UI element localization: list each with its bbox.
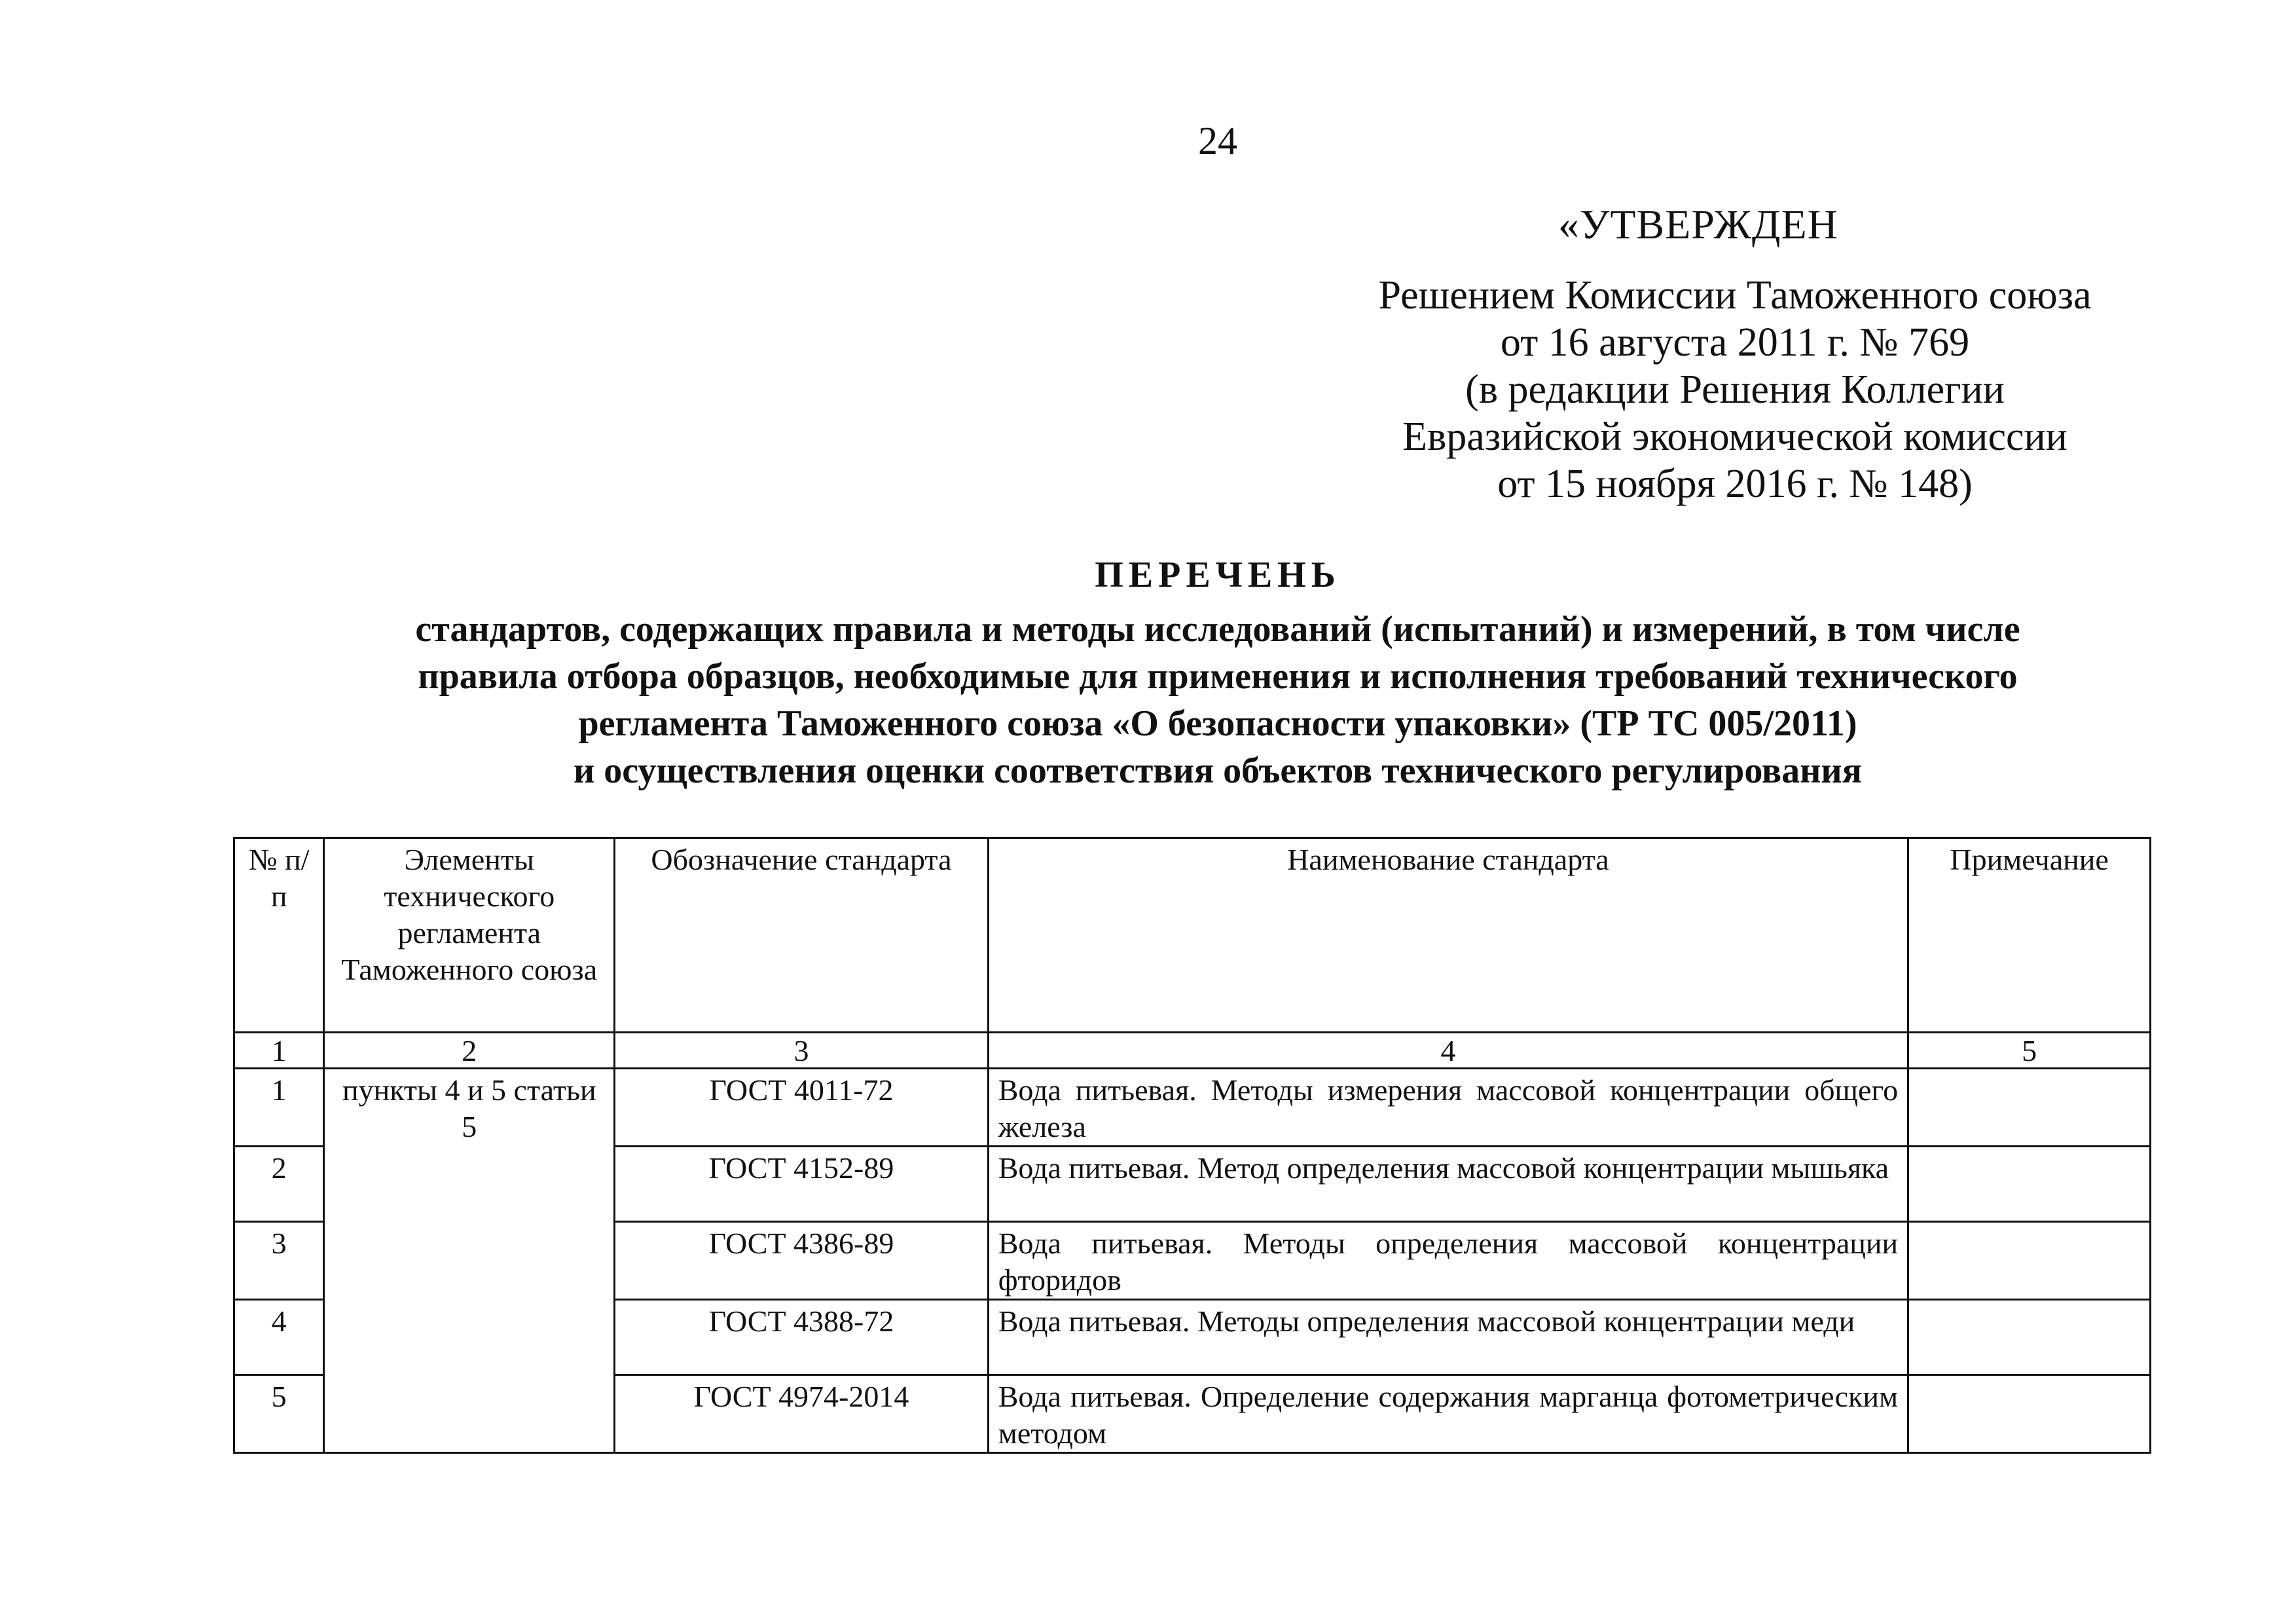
note	[1908, 1069, 2151, 1147]
row-number: 5	[234, 1375, 324, 1453]
approval-line: от 15 ноября 2016 г. № 148)	[1497, 462, 1973, 506]
approval-title: «УТВЕРЖДЕН	[1558, 201, 1838, 248]
standard-name: Вода питьевая. Методы определения массовой концентрации меди	[988, 1300, 1908, 1375]
list-title: ПЕРЕЧЕНЬ	[1095, 555, 1341, 595]
header-number: № п/п	[234, 838, 324, 1033]
standard-name: Вода питьевая. Методы определения массовой концентрации фторидов	[988, 1222, 1908, 1300]
note	[1908, 1300, 2151, 1375]
subtitle-line: и осуществления оценки соответствия объектов технического регулирования	[573, 750, 1862, 791]
note	[1908, 1147, 2151, 1222]
approval-block	[1309, 272, 2160, 507]
standard-designation: ГОСТ 4386-89	[615, 1222, 989, 1300]
standard-name: Вода питьевая. Методы измерения массовой концентрации общего железа	[988, 1069, 1908, 1147]
subtitle-line: стандартов, содержащих правила и методы исследований (испытаний) и измерений, в том числе	[415, 609, 2020, 650]
column-number: 3	[615, 1033, 989, 1069]
standard-designation: ГОСТ 4152-89	[615, 1147, 989, 1222]
list-subtitle	[262, 606, 2174, 794]
subtitle-line: регламента Таможенного союза «О безопасности упаковки» (ТР ТС 005/2011)	[578, 703, 1857, 744]
row-number: 3	[234, 1222, 324, 1300]
column-number: 1	[234, 1033, 324, 1069]
standards-table	[233, 837, 2151, 1454]
approval-line: Евразийской экономической комиссии	[1402, 415, 2068, 459]
column-number: 4	[988, 1033, 1908, 1069]
page-number: 24	[1198, 119, 1237, 162]
header-standard-name: Наименование стандарта	[988, 838, 1908, 1033]
note	[1908, 1222, 2151, 1300]
header-elements: Элементы технического регламента Таможенного союза	[324, 838, 615, 1033]
standard-designation: ГОСТ 4011-72	[615, 1069, 989, 1147]
column-number: 2	[324, 1033, 615, 1069]
approval-line: Решением Комиссии Таможенного союза	[1378, 273, 2092, 318]
row-number: 4	[234, 1300, 324, 1375]
row-number: 1	[234, 1069, 324, 1147]
header-designation: Обозначение стандарта	[615, 838, 989, 1033]
subtitle-line: правила отбора образцов, необходимые для применения и исполнения требований технического	[418, 656, 2018, 697]
standard-designation: ГОСТ 4974-2014	[615, 1375, 989, 1453]
note	[1908, 1375, 2151, 1453]
column-number-row	[234, 1033, 2151, 1069]
approval-line: (в редакции Решения Коллегии	[1465, 367, 2005, 412]
standard-name: Вода питьевая. Метод определения массовой концентрации мышьяка	[988, 1147, 1908, 1222]
approval-line: от 16 августа 2011 г. № 769	[1500, 320, 1970, 365]
header-note: Примечание	[1908, 838, 2151, 1033]
row-number: 2	[234, 1147, 324, 1222]
standard-name: Вода питьевая. Определение содержания марганца фотометрическим методом	[988, 1375, 1908, 1453]
table-row	[234, 1069, 2151, 1147]
standard-designation: ГОСТ 4388-72	[615, 1300, 989, 1375]
regulation-element: пункты 4 и 5 статьи 5	[324, 1069, 615, 1453]
column-number: 5	[1908, 1033, 2151, 1069]
table-header-row	[234, 838, 2151, 1033]
